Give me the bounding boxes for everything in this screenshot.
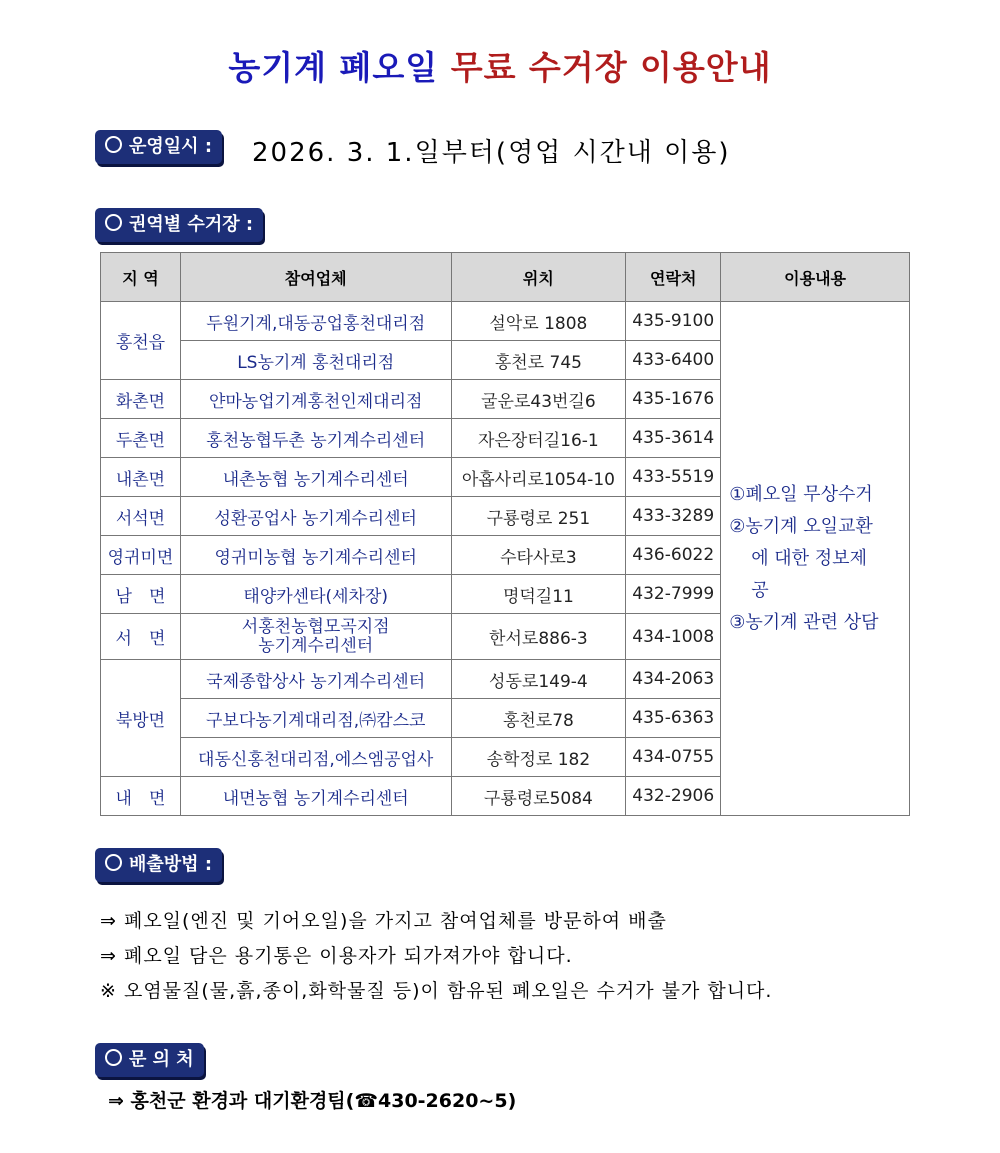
company-cell: 영귀미농협 농기계수리센터 [180,536,451,575]
location-cell: 한서로886-3 [451,614,626,660]
header-usage: 이용내용 [721,253,910,302]
company-cell: 국제종합상사 농기계수리센터 [180,660,451,699]
schedule-text: 2026. 3. 1.일부터(영업 시간내 이용) [252,138,731,168]
location-cell: 굴운로43번길6 [451,380,626,419]
region-cell: 서 면 [101,614,181,660]
company-line: 농기계수리센터 [258,635,374,656]
title-part1: 농기계 폐오일 [228,48,439,87]
region-cell: 내촌면 [101,458,181,497]
method-line: ⇒ 폐오일 담은 용기통은 이용자가 되가져가야 합니다. [100,945,573,967]
usage-item: 공 [751,579,769,601]
region-cell: 서석면 [101,497,181,536]
company-cell: 얀마농업기계홍천인제대리점 [180,380,451,419]
location-cell: 홍천로 745 [451,341,626,380]
header-company: 참여업체 [180,253,451,302]
phone-cell: 435-3614 [626,419,721,458]
company-line: 서홍천농협모곡지점 [241,616,390,637]
schedule-label: 운영일시 : [95,130,222,164]
location-cell: 아홉사리로1054-10 [451,458,626,497]
phone-cell: 435-1676 [626,380,721,419]
company-cell [180,614,451,660]
location-cell: 수타사로3 [451,536,626,575]
circle-icon [105,214,122,231]
usage-item: ②농기계 오일교환 [729,515,873,537]
circle-icon [105,1049,122,1066]
location-cell: 설악로 1808 [451,302,626,341]
phone-cell: 433-3289 [626,497,721,536]
region-cell: 홍천읍 [101,302,181,380]
company-cell: 홍천농협두촌 농기계수리센터 [180,419,451,458]
phone-cell: 435-6363 [626,699,721,738]
location-cell: 자은장터길16-1 [451,419,626,458]
contact-label: 문 의 처 [95,1043,204,1077]
company-cell: 내촌농협 농기계수리센터 [180,458,451,497]
location-cell: 명덕길11 [451,575,626,614]
phone-cell: 433-5519 [626,458,721,497]
location-cell: 성동로149-4 [451,660,626,699]
region-cell: 영귀미면 [101,536,181,575]
company-cell: 구보다농기계대리점,㈜캄스코 [180,699,451,738]
phone-cell: 432-2906 [626,777,721,816]
region-cell: 화촌면 [101,380,181,419]
region-cell: 내 면 [101,777,181,816]
method-label: 배출방법 : [95,848,222,882]
company-cell: 성환공업사 농기계수리센터 [180,497,451,536]
table-header-row [101,253,910,302]
contact-text: ⇒ 홍천군 환경과 대기환경팀(☎430-2620~5) [108,1090,517,1112]
company-cell: 태양카센타(세차장) [180,575,451,614]
collection-sites-table [100,252,910,816]
company-cell: 내면농협 농기계수리센터 [180,777,451,816]
header-phone: 연락처 [626,253,721,302]
header-region: 지 역 [101,253,181,302]
phone-cell: 433-6400 [626,341,721,380]
phone-cell: 432-7999 [626,575,721,614]
usage-item: 에 대한 정보제 [751,547,867,569]
location-cell: 홍천로78 [451,699,626,738]
company-cell: LS농기계 홍천대리점 [180,341,451,380]
phone-cell: 434-1008 [626,614,721,660]
page-title [0,42,1000,89]
phone-cell: 436-6022 [626,536,721,575]
location-cell: 송학정로 182 [451,738,626,777]
phone-cell: 435-9100 [626,302,721,341]
phone-cell: 434-0755 [626,738,721,777]
usage-item: ①폐오일 무상수거 [729,483,873,505]
usage-item: ③농기계 관련 상담 [729,611,879,633]
location-cell: 구룡령로5084 [451,777,626,816]
company-cell: 대동신홍천대리점,에스엠공업사 [180,738,451,777]
location-cell: 구룡령로 251 [451,497,626,536]
method-line: ※ 오염물질(물,흙,종이,화학물질 등)이 함유된 폐오일은 수거가 불가 합니다. [100,980,773,1002]
title-part2: 무료 수거장 이용안내 [450,48,772,87]
circle-icon [105,136,122,153]
method-list [100,904,772,1009]
usage-cell [721,302,910,816]
circle-icon [105,854,122,871]
company-cell: 두원기계,대동공업홍천대리점 [180,302,451,341]
method-line: ⇒ 폐오일(엔진 및 기어오일)을 가지고 참여업체를 방문하여 배출 [100,910,667,932]
table-row [101,302,910,341]
sites-label: 권역별 수거장 : [95,208,263,242]
region-cell: 남 면 [101,575,181,614]
region-cell: 두촌면 [101,419,181,458]
header-location: 위치 [451,253,626,302]
phone-cell: 434-2063 [626,660,721,699]
region-cell: 북방면 [101,660,181,777]
